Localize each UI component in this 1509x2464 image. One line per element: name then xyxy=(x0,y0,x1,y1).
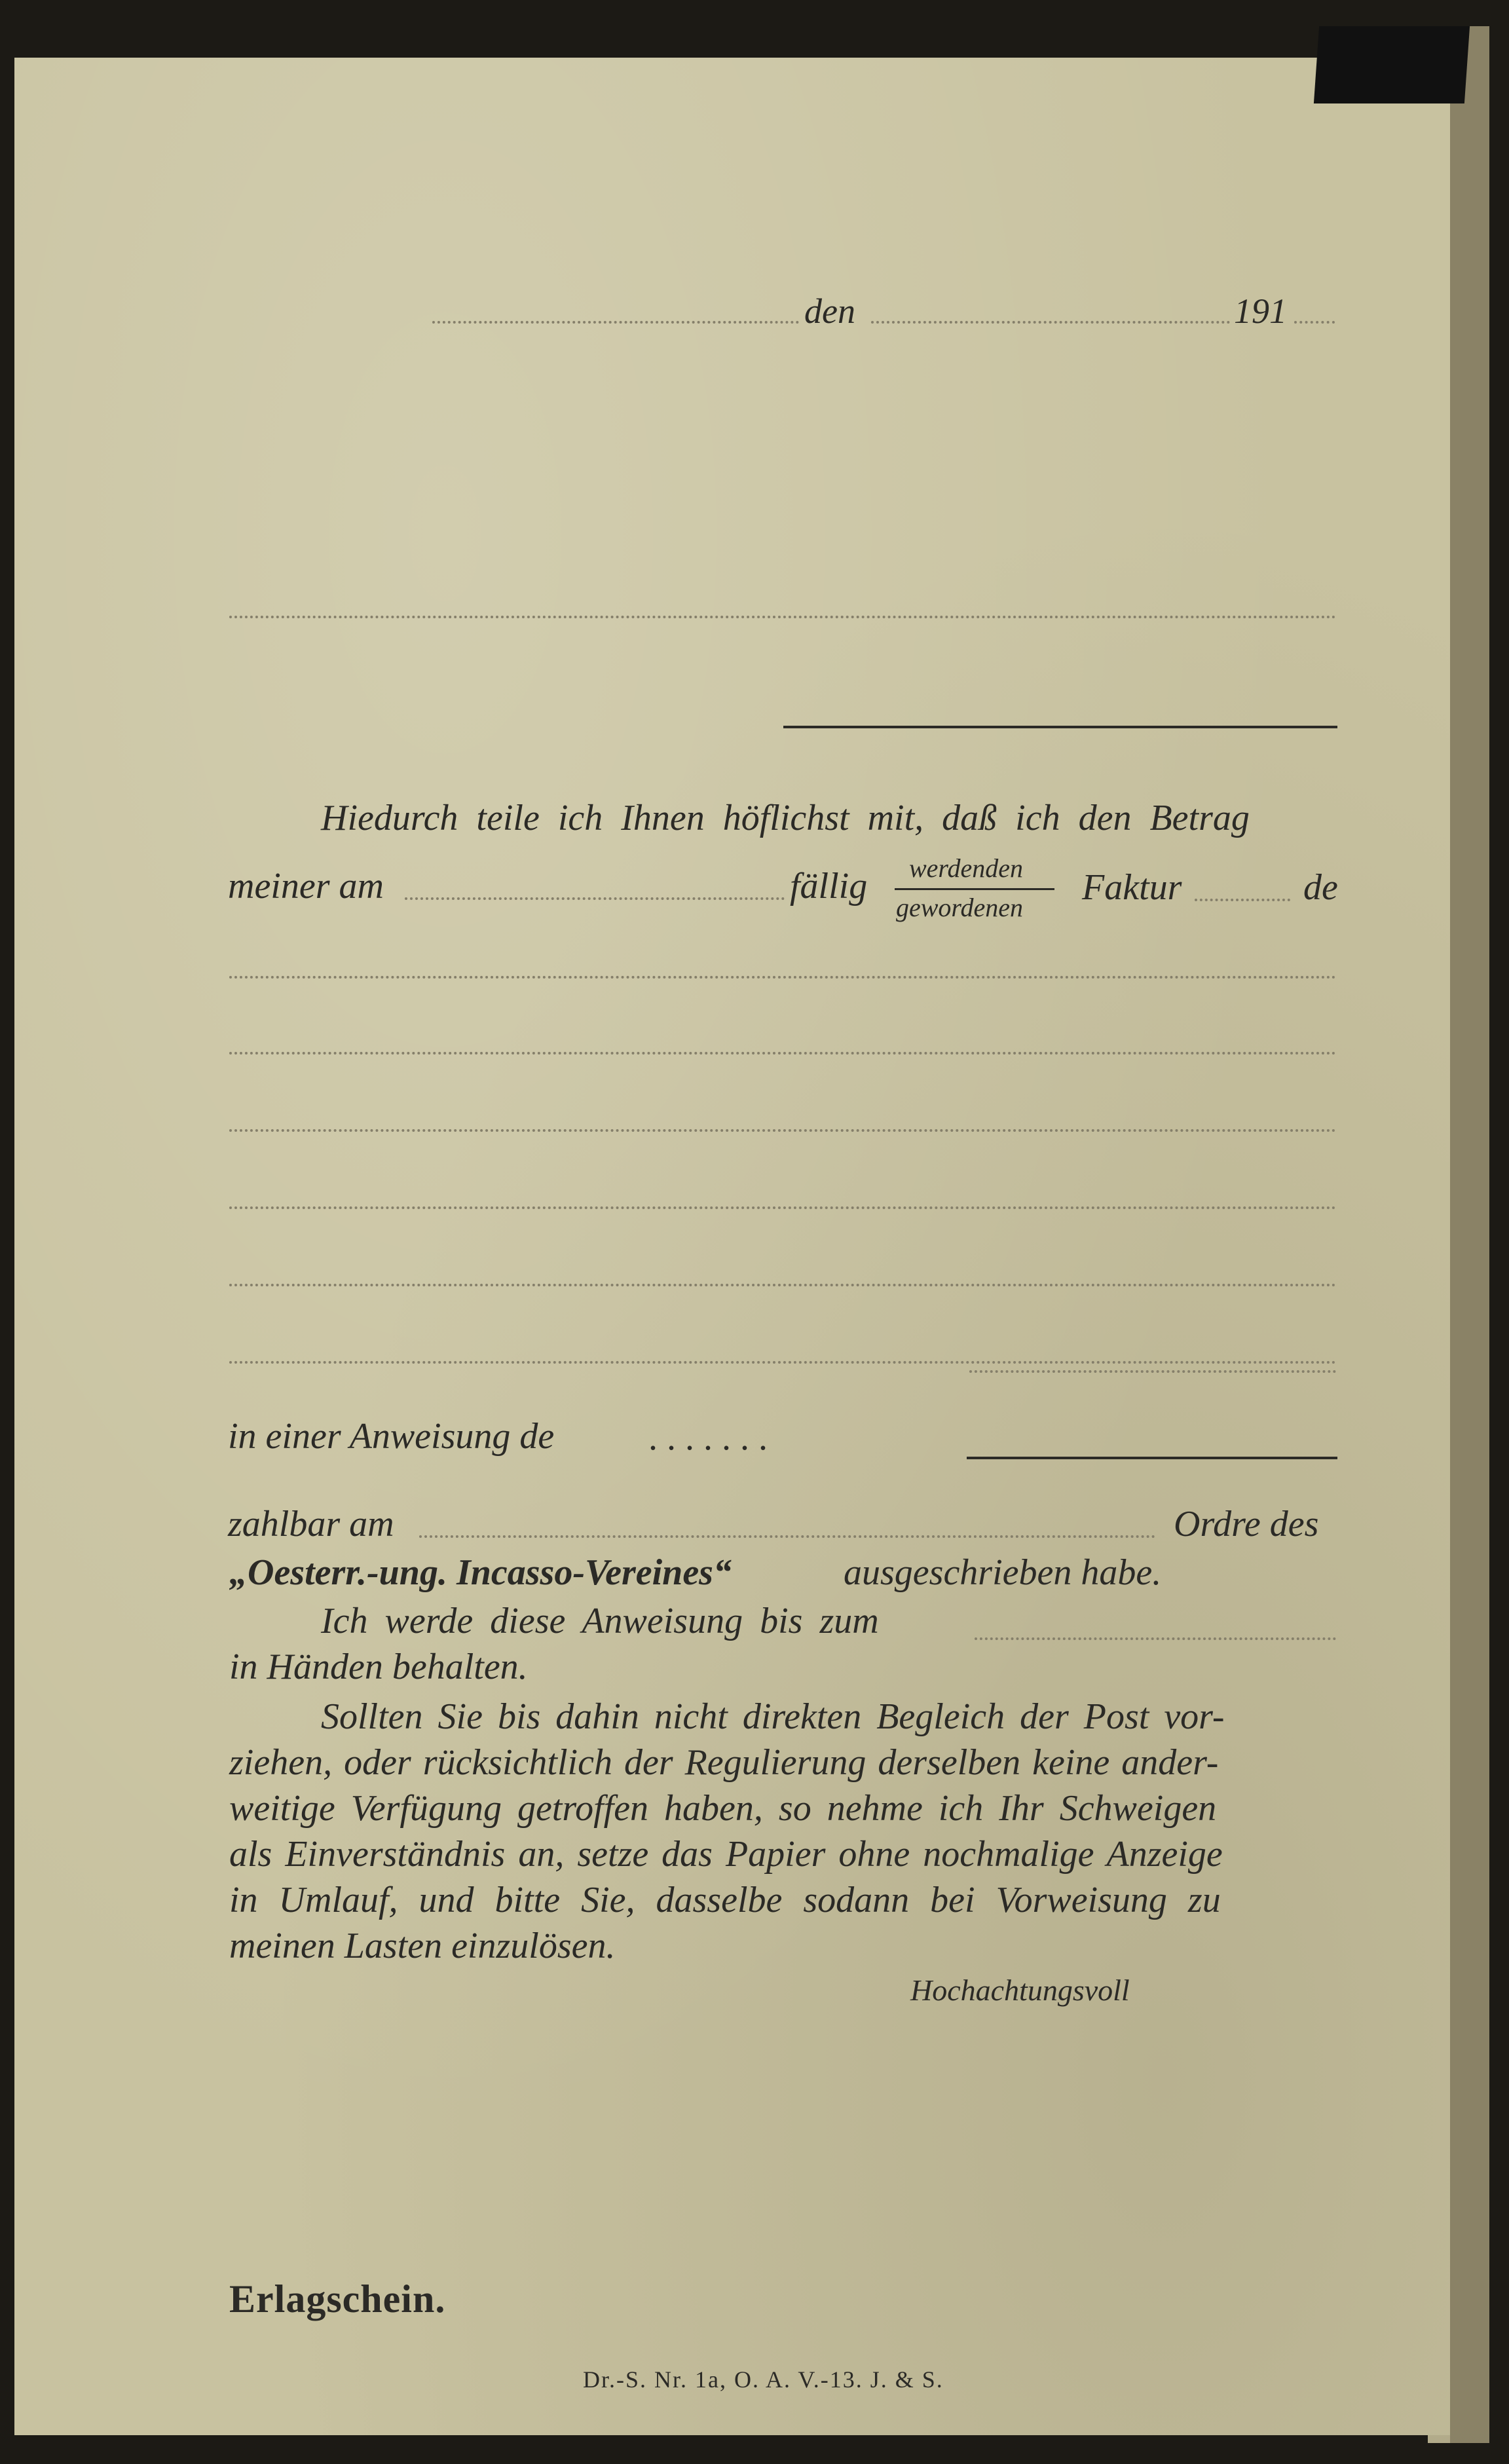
corner-tab xyxy=(1314,26,1470,103)
sollten-line-6: meinen Lasten einzulösen. xyxy=(229,1926,616,1966)
ausgeschrieben-label: ausgeschrieben habe. xyxy=(844,1552,1162,1593)
sollten-line-2: ziehen, oder rücksichtlich der Regulierung derselben keine ander- xyxy=(229,1742,1219,1783)
haenden-line: in Händen behalten. xyxy=(229,1647,528,1687)
blank-line-7[interactable] xyxy=(969,1370,1336,1373)
dotted-leader: . . . . . . . xyxy=(648,1417,768,1458)
blank-line-3[interactable] xyxy=(229,1129,1336,1132)
faktur-label: Faktur xyxy=(1082,867,1182,908)
blank-line-6[interactable] xyxy=(229,1361,1336,1364)
recipient-line-2[interactable] xyxy=(783,726,1337,728)
bis-zum-line[interactable] xyxy=(975,1637,1336,1640)
printer-imprint: Dr.-S. Nr. 1a, O. A. V.-13. J. & S. xyxy=(583,2366,944,2393)
de-label: de xyxy=(1303,867,1338,908)
gewordenen-label: gewordenen xyxy=(896,893,1024,922)
sollten-line-4: als Einverständnis an, setze das Papier ohne nochmalige Anzeige xyxy=(229,1834,1223,1875)
form-title: Erlagschein. xyxy=(229,2277,446,2321)
date-year-label: 191 xyxy=(1234,291,1287,331)
date-year-line[interactable] xyxy=(1294,321,1335,324)
zahlbar-am-label: zahlbar am xyxy=(228,1504,394,1544)
closing-text: Hochachtungsvoll xyxy=(910,1973,1130,2007)
faellig-label: fällig xyxy=(790,866,868,906)
page-edge xyxy=(1450,26,1489,2443)
blank-line-1[interactable] xyxy=(229,976,1336,979)
fraction-bar xyxy=(895,888,1054,890)
date-den-label: den xyxy=(804,291,855,331)
blank-line-5[interactable] xyxy=(229,1284,1336,1286)
sollten-line-5: in Umlauf, und bitte Sie, dasselbe sodann bei Vorweisung zu xyxy=(229,1880,1221,1920)
ich-werde-line: Ich werde diese Anweisung bis zum xyxy=(321,1601,879,1641)
sollten-line-1: Sollten Sie bis dahin nicht direkten Begleich der Post vor- xyxy=(321,1696,1225,1737)
verein-name: „Oesterr.-ung. Incasso-Vereines“ xyxy=(229,1552,732,1593)
body-line-1: Hiedurch teile ich Ihnen höflichst mit, daß ich den Betrag xyxy=(321,798,1250,838)
faktur-line[interactable] xyxy=(1195,899,1290,901)
blank-line-2[interactable] xyxy=(229,1052,1336,1055)
ordre-des-label: Ordre des xyxy=(1174,1504,1319,1544)
recipient-line-1[interactable] xyxy=(229,616,1336,618)
meiner-am-label: meiner am xyxy=(228,866,384,906)
zahlbar-date-line[interactable] xyxy=(419,1535,1155,1538)
in-einer-anweisung-label: in einer Anweisung de xyxy=(228,1416,555,1457)
date-place-line[interactable] xyxy=(432,321,799,324)
date-day-line[interactable] xyxy=(871,321,1230,324)
sollten-line-3: weitige Verfügung getroffen haben, so nehme ich Ihr Schweigen xyxy=(229,1788,1217,1829)
amount-line[interactable] xyxy=(967,1457,1337,1459)
form-paper xyxy=(14,58,1450,2435)
due-date-line[interactable] xyxy=(405,897,785,900)
werdenden-label: werdenden xyxy=(909,853,1024,883)
blank-line-4[interactable] xyxy=(229,1206,1336,1209)
